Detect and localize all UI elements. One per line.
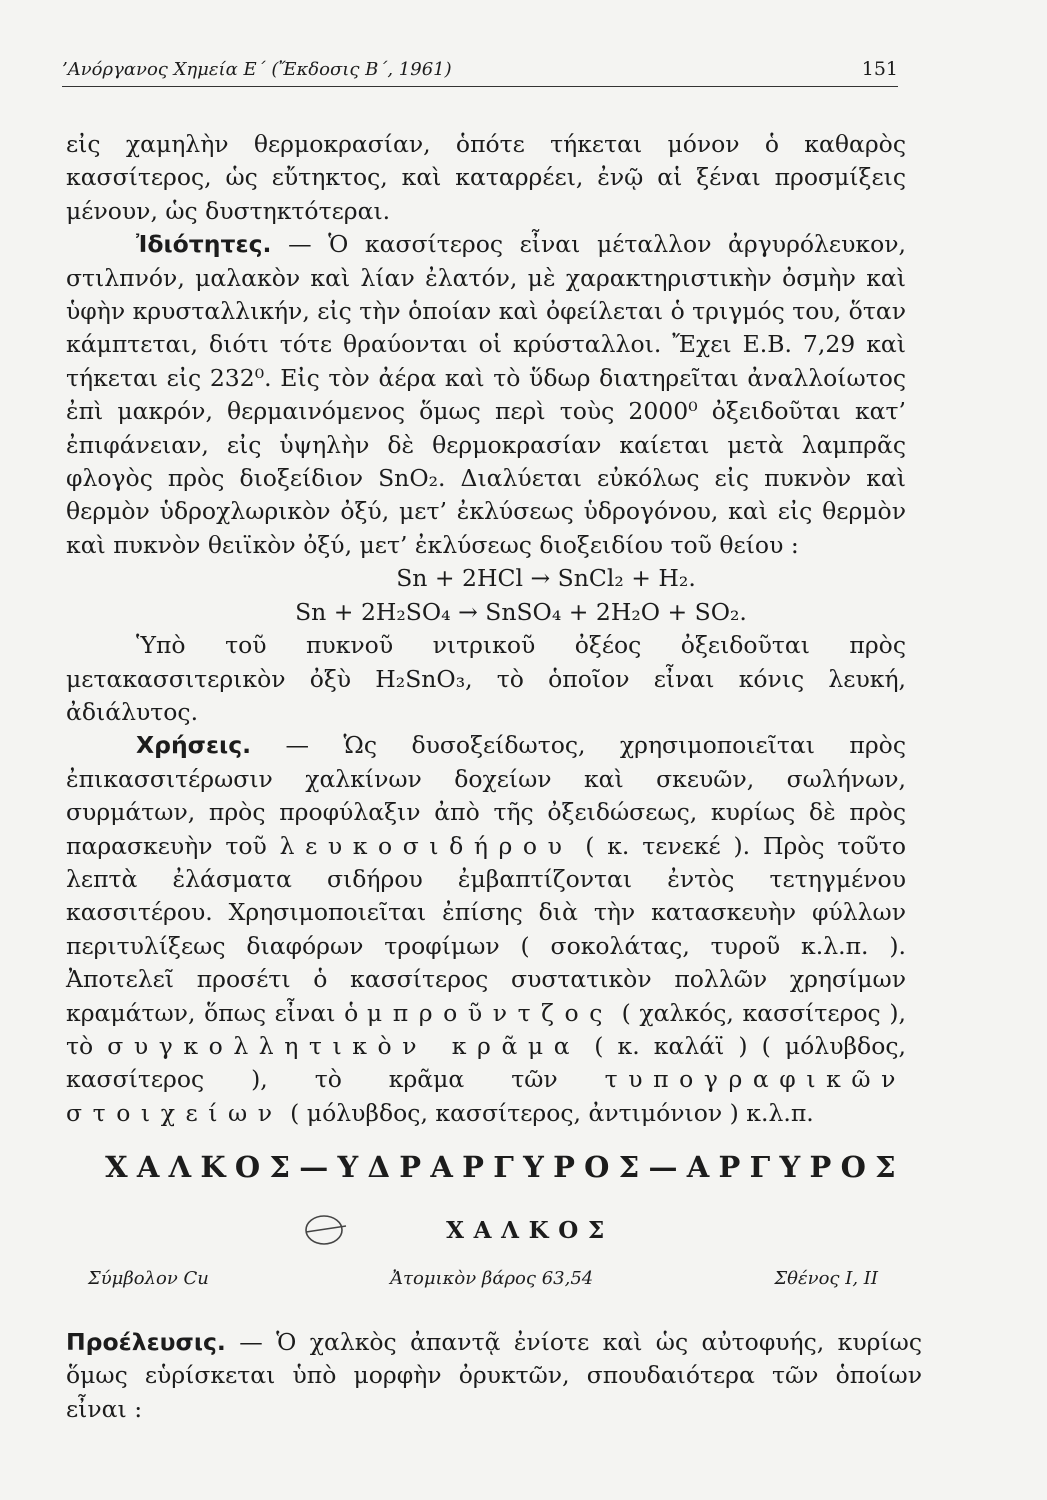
equation-h2so4: Sn + 2H₂SO₄ → SnSO₄ + 2H₂O + SO₂. [295,597,747,626]
paragraph-uses [66,729,906,1130]
running-title: ’Ανόργανος Χημεία Ε΄ (Ἔκδοσις Β΄, 1961) [62,59,452,80]
uses-text-d: ( κ. καλάϊ ) ( μόλυβδος, κασσίτερος ), τὸ κρᾶμα τῶν [66,1031,906,1094]
paragraph-continuation: εἰς χαμηλὴν θερμοκρασίαν, ὁπότε τήκεται μόνον ὁ καθαρὸς κασσίτερος, ὡς εὔτηκτος, καὶ καταρρέει, ἐνῷ αἱ ξέναι προσμίξεις μένουν, ὡς δυστηκτότεραι. [66,130,906,225]
paragraph-properties [66,228,906,562]
section-heading-uses: Χρήσεις. [136,731,252,760]
main-text [66,128,906,1130]
properties-text: — Ὁ κασσίτερος εἶναι μέταλλον ἀργυρόλευκον, στιλπνόν, μαλακὸν καὶ λίαν ἐλατόν, μὲ χαρακτηριστικὴν ὀσμὴν καὶ ὑφὴν κρυσταλλικήν, εἰς τὴν ὁποίαν καὶ ὀφείλεται ὁ τριγμός του, ὅταν κάμπτεται, διότι τότε θραύονται οἱ κρύσταλλοι. Ἔχει Ε.Β. 7,29 καὶ τήκεται εἰς 232⁰. Εἰς τὸν ἀέρα καὶ τὸ ὕδωρ διατηρεῖται ἀναλλοίωτος ἐπὶ μακρόν, θερμαινόμενος ὅμως περὶ τοὺς 2000⁰ ὀξειδοῦται κατ’ ἐπιφάνειαν, εἰς ὑψηλὴν δὲ θερμοκρασίαν καίεται μετὰ λαμπρᾶς φλογὸς πρὸς διοξείδιον SnO₂. Διαλύεται εὐκόλως εἰς πυκνὸν καὶ θερμὸν ὑδροχλωρικὸν ὀξύ, μετ’ ἐκλύσεως ὑδρογόνου, καὶ εἰς θερμὸν καὶ πυκνὸν θειϊκὸν ὀξύ, μετ’ ἐκλύσεως διοξειδίου τοῦ θείου : [66,230,906,559]
section-title: ΧΑΛΚΟΣ [446,1217,614,1244]
uses-text-b: ( κ. τενεκέ ). Πρὸς τοῦτο λεπτὰ ἐλάσματα σιδήρου ἐμβαπτίζονται ἐντὸς τετηγμένου κασσιτέρου. Χρησιμοποιεῖται ἐπίσης διὰ τὴν κατασκευὴν φύλλων περιτυλίξεως διαφόρων τροφίμων ( σοκολάτας, τυροῦ κ.λ.π. ). Ἀποτελεῖ προσέτι ὁ κασσίτερος συστατικὸν πολλῶν χρησίμων κραμάτων, ὅπως εἶναι ὁ [66,831,906,1027]
origin-text [66,1326,922,1426]
spaced-term-solder: συγκολλητικὸν κρᾶμα [107,1031,581,1060]
spaced-term-bronze: μπροῦντζος [366,998,613,1027]
origin-body: — Ὁ χαλκὸς ἀπαντᾷ ἐνίοτε καὶ ὡς αὐτοφυής, κυρίως ὅμως εὑρίσκεται ὑπὸ μορφὴν ὀρυκτῶν, σπουδαιότερα τῶν ὁποίων εἶναι : [66,1328,922,1423]
element-valence: Σθένος I, II [774,1268,878,1289]
uses-text-e: ( μόλυβδος, κασσίτερος, ἀντιμόνιον ) κ.λ.π. [290,1098,814,1127]
element-meta-row [88,1268,878,1289]
section-heading-origin: Προέλευσις. [66,1328,226,1356]
element-atomic-weight: Ἀτομικὸν βάρος 63,54 [390,1268,594,1289]
equation-hcl: Sn + 2HCl → SnCl₂ + H₂. [396,564,696,593]
running-header [62,58,898,87]
element-symbol: Σύμβολον Cu [88,1268,209,1289]
page-number: 151 [861,58,898,80]
uses-text-a: — Ὡς δυσοξείδωτος, χρησιμοποιεῖται πρὸς ἐπικασσιτέρωσιν χαλκίνων δοχείων καὶ σκευῶν, σωλήνων, συρμάτων, πρὸς προφύλαξιν ἀπὸ τῆς ὀξειδώσεως, κυρίως δὲ πρὸς παρασκευὴν τοῦ [66,731,906,860]
paragraph-nitric: Ὑπὸ τοῦ πυκνοῦ νιτρικοῦ ὀξέος ὀξειδοῦται πρὸς μετακασσιτερικὸν ὀξὺ H₂SnO₃, τὸ ὁποῖον εἶναι κόνις λευκή, ἀδιάλυτος. [66,631,906,726]
section-heading-properties: Ἰδιότητες. [136,230,272,259]
spaced-term-tinplate: λευκοσιδήρου [279,831,573,860]
uses-text-c: ( χαλκός, κασσίτερος ), τὸ [66,998,906,1060]
paragraph-origin [66,1326,922,1426]
spaced-term-type-metal: τυπογραφικῶν στοιχείων [66,1065,906,1127]
chapter-title: ΧΑΛΚΟΣ—ΥΔΡΑΡΓΥΡΟΣ—ΑΡΓΥΡΟΣ [105,1150,905,1184]
